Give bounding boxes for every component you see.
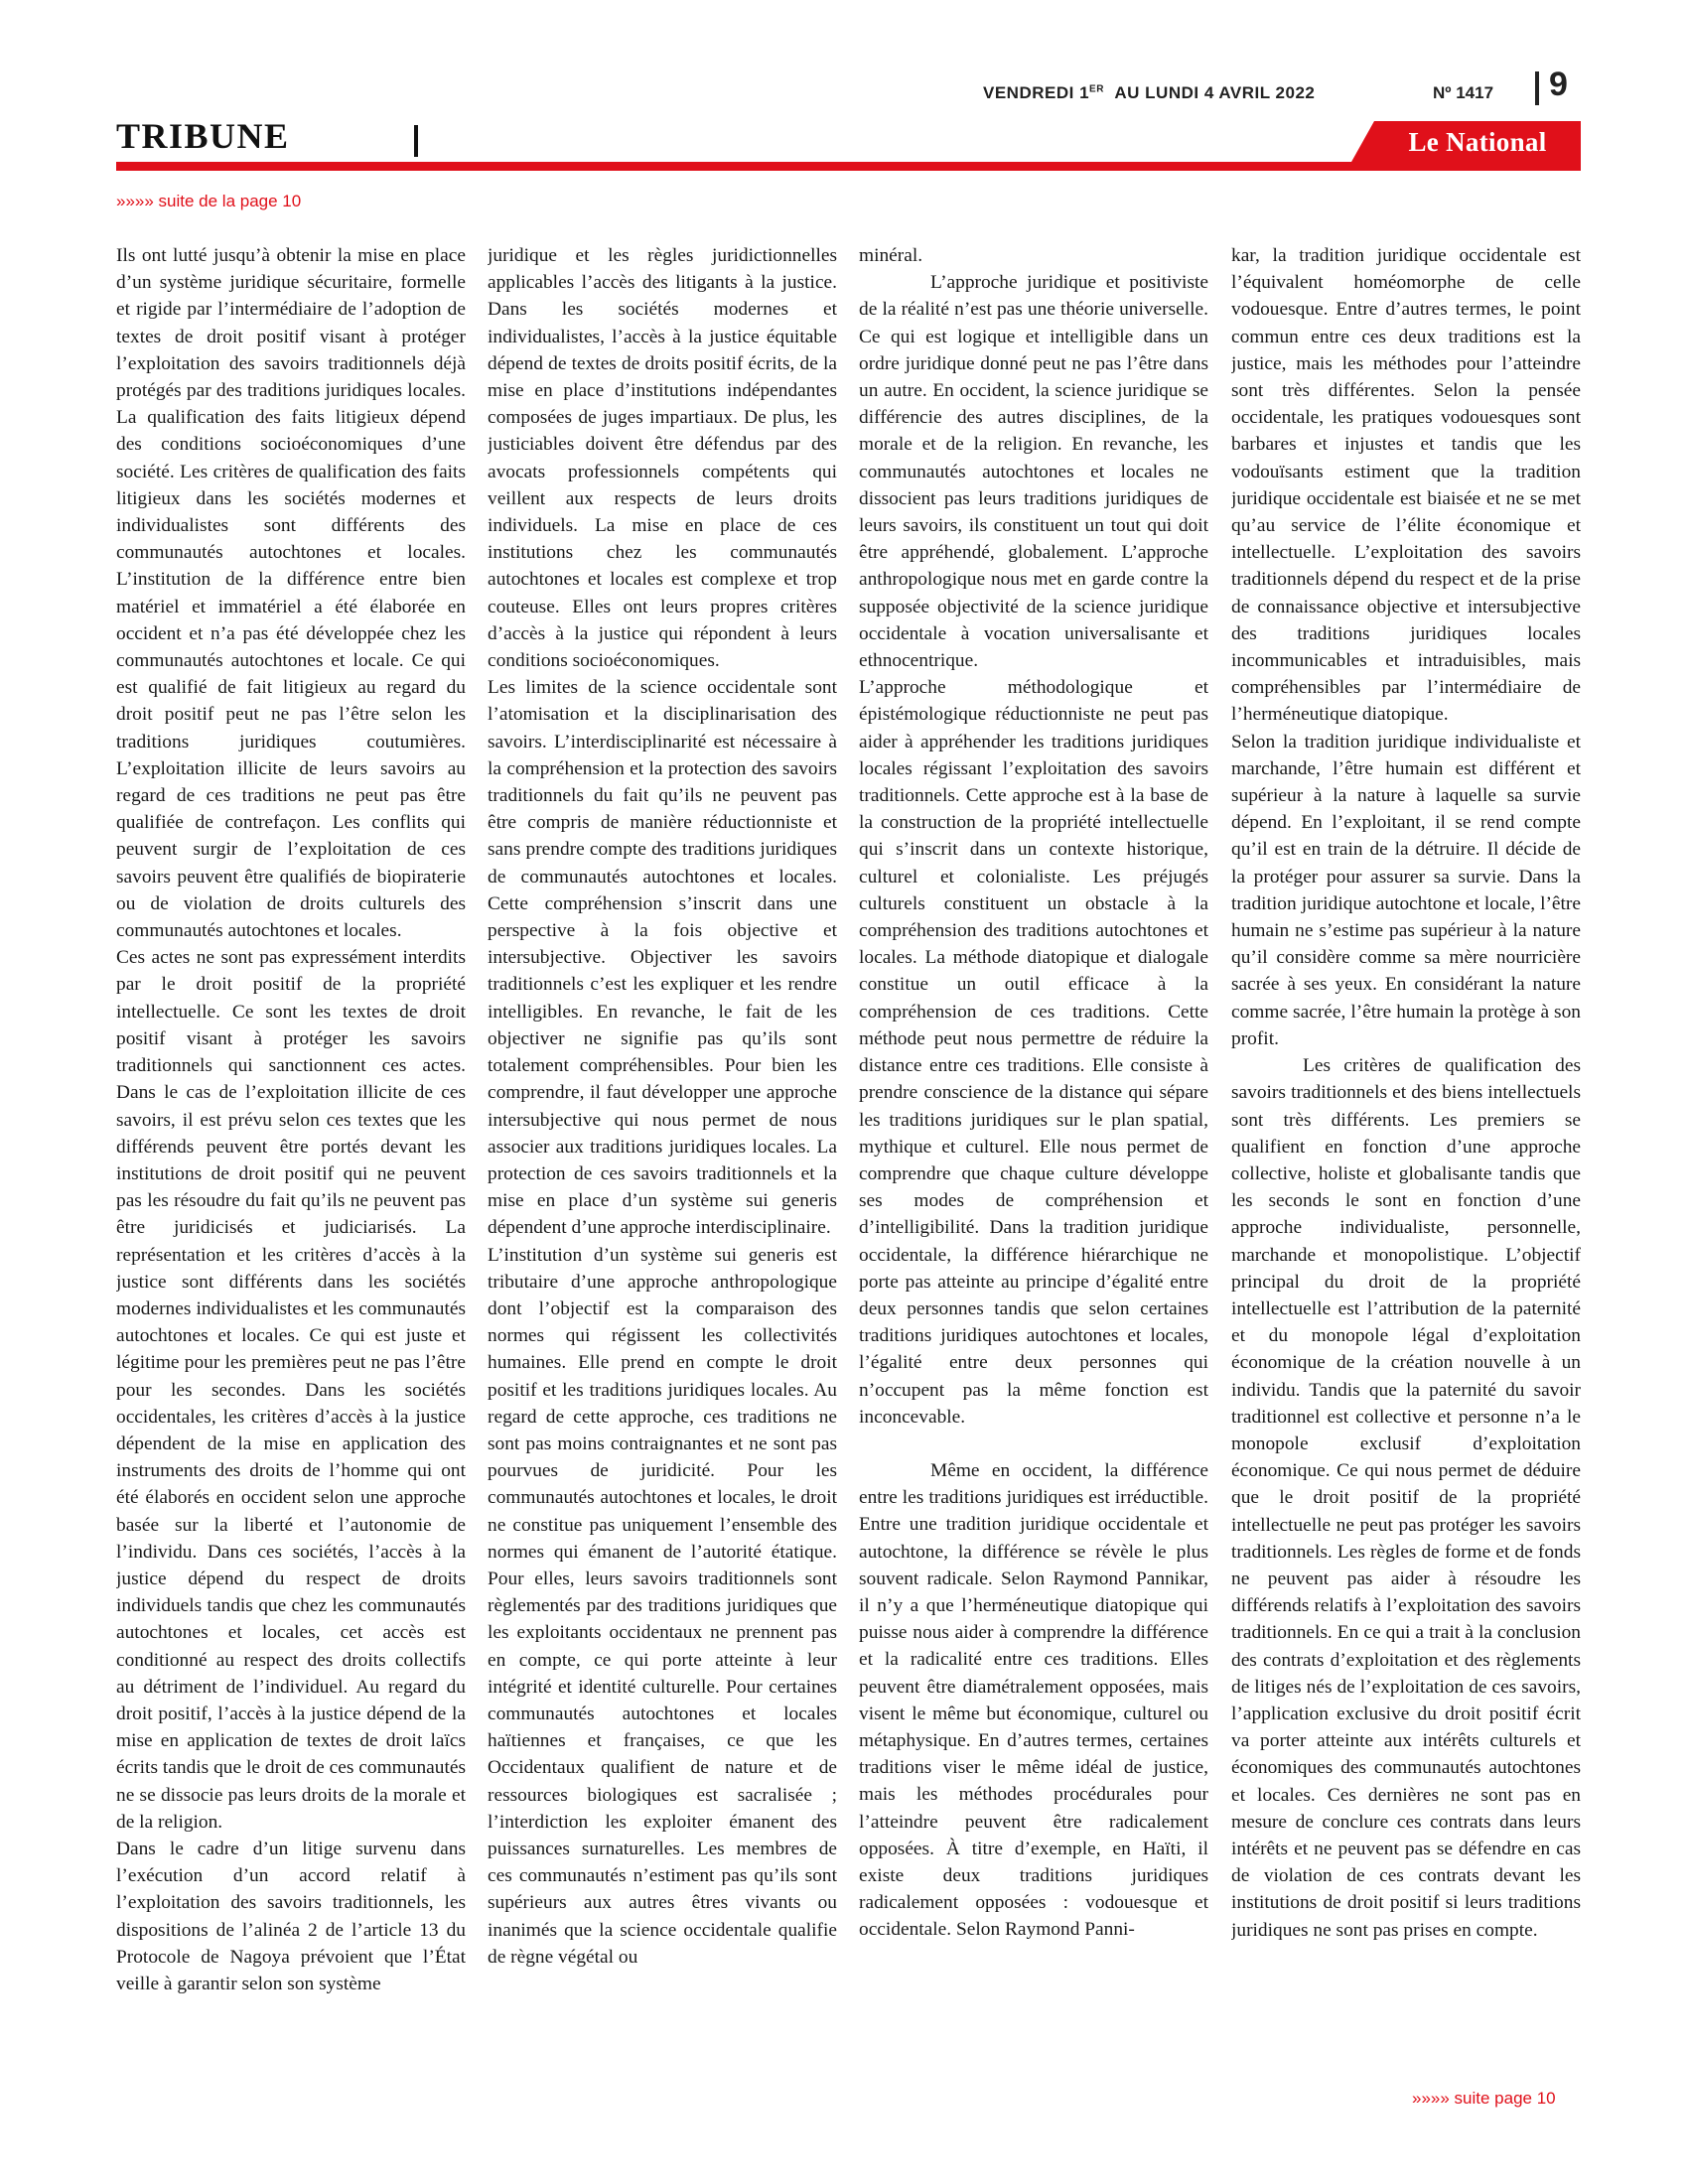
continued-on-link[interactable]: »»»» suite page 10 — [1412, 2089, 1556, 2108]
paragraph: L’institution d’un système sui generis est tributaire d’une approche anthropologique dont l’objectif est la comparaison des normes qui régissent les collectivités humaines. Elle prend en compte le droit positif et les traditions juridiques locales. Au regard de cette approche, ces traditions ne sont pas moins contraignantes et ne sont pas pourvues de juridicité. Pour les communautés autochtones et locales, le droit ne constitue pas uniquement l’ensemble des normes qui émanent de l’autorité étatique. Pour elles, leurs savoirs traditionnels sont règlementés par des traditions juridiques que les exploitants occidentaux ne prennent pas en compte, ce qui porte atteinte à leur intégrité et identité culturelle. Pour certaines communautés autochtones et locales haïtiennes et françaises, ce que les Occidentaux qualifient de nature et de ressources biologiques est sacralisée ; l’interdiction les exploiter émanent des puissances surnaturelles. Les membres de ces communautés n’estiment pas qu’ils sont supérieurs aux autres êtres vivants ou inanimés que la science occidentale qualifie de règne végétal ou — [488, 1244, 837, 1968]
newspaper-brand: Le National — [1408, 127, 1547, 157]
paragraph: Les critères de qualification des savoirs traditionnels et des biens intellectuels sont très différents. Les premiers se qualifient en fonction d’une approche collective, holiste et globalisante tandis que les seconds le sont en fonction d’une approche individualiste, personnelle, marchande et monopolistique. L’objectif principal du droit de la propriété intellectuelle est l’attribution de la paternité et du monopole légal d’exploitation économique de la création nouvelle à un individu. Tandis que la paternité du savoir traditionnel est collective et personne n’a le monopole exclusif d’exploitation économique. Ce qui nous permet de déduire que le droit positif de la propriété intellectuelle ne peut pas protéger les savoirs traditionnels. Les règles de forme et de fonds ne peuvent pas aider à résoudre les différends relatifs à l’exploitation des savoirs traditionnels. En ce qui a trait à la conclusion des contrats d’exploitation et des règlements de litiges nés de l’exploitation de ces savoirs, l’application exclusive du droit positif écrit va porter atteinte aux intérêts culturels et économiques des communautés autochtones et locales. Ces dernières ne sont pas en mesure de conclure ces contrats dans leurs intérêts et ne peuvent pas se défendre en cas de violation de ces contrats devant les institutions de droit positif si leurs traditions juridiques ne sont pas prises en compte. — [1231, 1055, 1581, 1941]
article-body — [116, 242, 1581, 2099]
issue-date — [983, 83, 1315, 103]
article-column-2 — [488, 242, 837, 2099]
section-title: TRIBUNE — [116, 116, 290, 156]
paragraph: kar, la tradition juridique occidentale est l’équivalent homéomorphe de celle vodouesque. Entre d’autres termes, le point commun entre ces deux traditions est la justice, mais les méthodes pour l’atteindre sont très différentes. Selon la pensée occidentale, les pratiques vodouesques sont barbares et injustes et tandis que les vodouïsants estiment que la tradition juridique occidentale est biaisée et ne se met qu’au service de l’élite économique et intellectuelle. L’exploitation des savoirs traditionnels dépend du respect et de la prise de connaissance objective et intersubjective des traditions juridiques locales incommunicables et intraduisibles, mais compréhensibles par l’intermédiaire de l’herméneutique diatopique. — [1231, 245, 1581, 726]
issue-date-start: VENDREDI 1 — [983, 83, 1090, 102]
section-title-bar — [414, 125, 418, 157]
paragraph: Ces actes ne sont pas expressément interdits par le droit positif de la propriété intellectuelle. Ce sont les textes de droit positif visant à protéger les savoirs traditionnels qui sanctionnent ces actes. Dans le cas de l’exploitation illicite de ces savoirs, il est prévu selon ces textes que les différends peuvent être portés devant les institutions de droit positif qui ne peuvent pas les résoudre du fait qu’ils ne peuvent pas être juridicisés et judiciarisés. La représentation et les critères d’accès à la justice sont différents dans les sociétés modernes individualistes et les communautés autochtones et locales. Ce qui est juste et légitime pour les premières peut ne pas l’être pour les secondes. Dans les sociétés occidentales, les critères d’accès à la justice dépendent de la mise en application des instruments des droits de l’homme qui ont été élaborés en occident selon une approche basée sur la liberté et l’autonomie de l’individu. Dans ces sociétés, l’accès à la justice dépend du respect de droits individuels tandis que chez les communautés autochtones et locales, cet accès est conditionné au respect des droits collectifs au détriment de l’individuel. Au regard du droit positif, l’accès à la justice dépend de la mise en application de textes de droit laïcs écrits tandis que le droit de ces communautés ne se dissocie pas leurs droits de la morale et de la religion. — [116, 947, 466, 1833]
header-divider — [1535, 71, 1539, 105]
article-column-4 — [1231, 242, 1581, 2099]
paragraph: Les limites de la science occidentale sont l’atomisation et la disciplinarisation des savoirs. L’interdisciplinarité est nécessaire à la compréhension et la protection des savoirs traditionnels du fait qu’ils ne peuvent pas être compris de manière réductionniste et sans prendre compte des traditions juridiques de communautés autochtones et locales. Cette compréhension s’inscrit dans une perspective à la fois objective et intersubjective. Objectiver les savoirs traditionnels c’est les expliquer et les rendre intelligibles. En revanche, le fait de les objectiver ne signifie pas qu’ils sont totalement compréhensibles. Pour bien les comprendre, il faut développer une approche intersubjective qui nous permet de nous associer aux traditions juridiques locales. La protection de ces savoirs traditionnels et la mise en place d’un système sui generis dépendent d’une approche interdisciplinaire. — [488, 677, 837, 1239]
paragraph: minéral. — [859, 245, 923, 266]
paragraph: Ils ont lutté jusqu’à obtenir la mise en place d’un système juridique sécuritaire, formelle et rigide par l’intermédiaire de l’adoption de textes de droit positif visant à protéger l’exploitation des savoirs traditionnels déjà protégés par des traditions juridiques locales. La qualification des faits litigieux dépend des conditions socioéconomiques d’une société. Les critères de qualification des faits litigieux dans les sociétés modernes et individualistes sont différents des communautés autochtones et locales. L’institution de la différence entre bien matériel et immatériel a été élaborée en occident et n’a pas été développée chez les communautés autochtones et locale. Ce qui est qualifié de fait litigieux au regard du droit positif peut ne pas l’être selon les traditions juridiques coutumières. L’exploitation illicite de leurs savoirs au regard de ces traditions ne peut pas être qualifiée de contrefaçon. Les conflits qui peuvent surgir de l’exploitation de ces savoirs peuvent être qualifiés de biopiraterie ou de violation de droits culturels des communautés autochtones et locales. — [116, 245, 466, 942]
continued-from-link[interactable]: »»»» suite de la page 10 — [116, 192, 302, 210]
page-number: 9 — [1549, 66, 1568, 103]
issue-number: Nº 1417 — [1433, 83, 1494, 102]
paragraph: Selon la tradition juridique individualiste et marchande, l’être humain est différent et supérieur à la nature à laquelle sa survie dépend. En l’exploitant, il se rend compte qu’il est en train de la détruire. Il décide de la protéger pour assurer sa survie. Dans la tradition juridique autochtone et locale, l’être humain ne s’estime pas supérieur à la nature qu’il considère comme sa mère nourricière sacrée à ses yeux. En considérant la nature comme sacrée, l’être humain la protège à son profit. — [1231, 731, 1581, 1049]
header-red-rule — [116, 162, 1581, 171]
paragraph: Même en occident, la différence entre les traditions juridiques est irréductible. Entre une tradition juridique occidentale et autochtone, la différence se révèle le plus souvent radicale. Selon Raymond Pannikar, il n’y a que l’herméneutique diatopique qui puisse nous aider à comprendre la différence et la radicalité entre ces traditions. Elles peuvent être diamétralement opposées, mais visent le même but économique, culturel ou métaphysique. En d’autres termes, certaines traditions viser le même idéal de justice, mais les méthodes procédurales pour l’atteindre peuvent être radicalement opposées. À titre d’exemple, en Haïti, il existe deux traditions juridiques radicalement opposées : vodouesque et occidentale. Selon Raymond Panni- — [859, 1459, 1208, 1941]
paragraph: Dans le cadre d’un litige survenu dans l’exécution d’un accord relatif à l’exploitation des savoirs traditionnels, les dispositions de l’alinéa 2 de l’article 13 du Protocole de Nagoya prévoient que l’État veille à garantir selon son système — [116, 1838, 466, 1994]
article-column-1 — [116, 242, 466, 2099]
article-column-3 — [859, 242, 1208, 2099]
issue-date-superscript: ER — [1089, 83, 1104, 95]
paragraph: juridique et les règles juridictionnelles applicables l’accès des litigants à la justice. Dans les sociétés modernes et individualistes, l’accès à la justice équitable dépend de textes de droits positif écrits, de la mise en place d’institutions indépendantes composées de juges impartiaux. De plus, les justiciables doivent être défendus par des avocats professionnels compétents qui veillent aux respects de leurs droits individuels. La mise en place de ces institutions chez les communautés autochtones et locales est complexe et trop couteuse. Elles ont leurs propres critères d’accès à la justice qui répondent à leurs conditions socioéconomiques. — [488, 245, 837, 672]
paragraph: L’approche méthodologique et épistémologique réductionniste ne peut pas aider à appréhender les traditions juridiques locales régissant l’exploitation des savoirs traditionnels. Cette approche est à la base de la construction de la propriété intellectuelle qui s’inscrit dans un contexte historique, culturel et colonialiste. Les préjugés culturels constituent un obstacle à la compréhension des traditions autochtones et locales. La méthode diatopique et dialogale constitue un outil efficace à la compréhension de ces traditions. Cette méthode peut nous permettre de réduire la distance entre ces traditions. Elle consiste à prendre conscience de la distance qui sépare les traditions juridiques sur le plan spatial, mythique et culturel. Elle nous permet de comprendre que chaque culture développe ses modes de compréhension et d’intelligibilité. Dans la tradition juridique occidentale, la différence hiérarchique ne porte pas atteinte au principe d’égalité entre deux personnes tandis que selon certaines traditions juridiques autochtones et locales, l’égalité entre deux personnes qui n’occupent pas la même fonction est inconcevable. — [859, 677, 1208, 1428]
paragraph: L’approche juridique et positiviste de la réalité n’est pas une théorie universelle. Ce qui est logique et intelligible dans un ordre juridique donné peut ne pas l’être dans un autre. En occident, la science juridique se différencie des autres disciplines, de la morale et de la religion. En revanche, les communautés autochtones et locales ne dissocient pas leurs traditions juridiques de leurs savoirs, ils constituent un tout qui doit être appréhendé, globalement. L’approche anthropologique nous met en garde contre la supposée objectivité de la science juridique occidentale à vocation universalisante et ethnocentrique. — [859, 272, 1208, 672]
issue-date-rest: AU LUNDI 4 AVRIL 2022 — [1114, 83, 1316, 102]
